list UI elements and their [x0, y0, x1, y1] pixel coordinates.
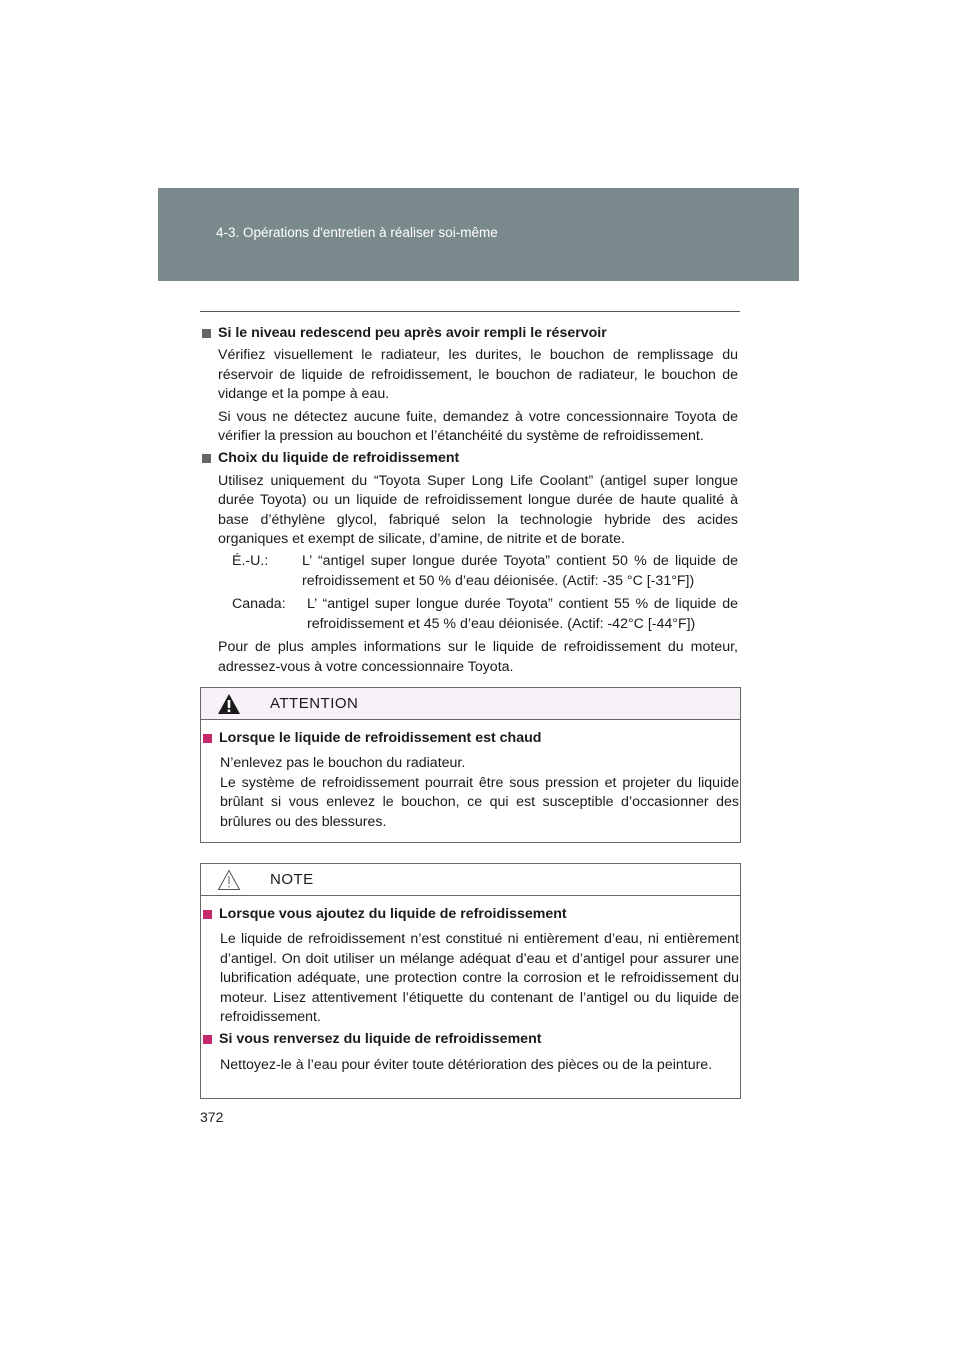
paragraph: Le système de refroidissement pourrait être sous pression et projeter du liquide brûlant si vous enlevez le bouchon, ce qui est susceptible d’occasionner des brûlures ou des blessures. — [220, 774, 739, 830]
spec-label: É.-U.: — [232, 553, 269, 570]
warning-triangle-icon — [217, 693, 241, 715]
note-title: NOTE — [270, 871, 314, 888]
paragraph: Pour de plus amples informations sur le liquide de refroidissement du moteur, adressez-vous à votre concessionnaire Toyota. — [218, 639, 738, 675]
attention-body — [201, 720, 740, 845]
note-box — [200, 863, 741, 1099]
paragraph: Le liquide de refroidissement n’est constitué ni entièrement d’eau, ni entièrement d’antigel. On doit utiliser un mélange adéquat d’eau et d’antigel pour assurer une lubrification adéquate, une protection contre la corrosion et le refroidissement du moteur. Lisez attentivement l’étiquette du contenant de l’antigel ou du liquide de refroidissement. — [220, 931, 739, 1026]
spec-text: L’ “antigel super longue durée Toyota” contient 55 % de liquide de refroidissement et 45 % d’eau déionisée. (Actif: -42°C [-44°F]) — [307, 596, 738, 632]
page-number: 372 — [200, 1109, 224, 1125]
section-heading-coolant-choice: Choix du liquide de refroidissement — [202, 449, 738, 468]
section-title: 4-3. Opérations d'entretien à réaliser soi-même — [216, 225, 498, 240]
section-heading-refill: Si le niveau redescend peu après avoir rempli le réservoir — [202, 324, 738, 343]
top-divider — [200, 311, 740, 312]
bullet-square-icon — [203, 910, 212, 919]
attention-title: ATTENTION — [270, 695, 359, 712]
spec-row-usa — [202, 552, 738, 591]
note-body — [201, 896, 740, 1088]
spec-label: Canada: — [232, 596, 286, 613]
note-heading-adding: Lorsque vous ajoutez du liquide de refroidissement — [203, 905, 739, 924]
bullet-square-icon — [203, 1035, 212, 1044]
bullet-square-icon — [202, 329, 211, 338]
attention-box — [200, 687, 741, 843]
paragraph: N’enlevez pas le bouchon du radiateur. — [220, 755, 466, 772]
paragraph: Si vous ne détectez aucune fuite, demandez à votre concessionnaire Toyota de vérifier la pression au bouchon et l’étanchéité du système de refroidissement. — [218, 408, 738, 445]
spec-text: L’ “antigel super longue durée Toyota” contient 50 % de liquide de refroidissement et 50 % d’eau déionisée. (Actif: -35 °C [-31°F]) — [302, 553, 738, 589]
bullet-square-icon — [202, 454, 211, 463]
spec-row-canada — [202, 595, 738, 634]
attention-header — [201, 688, 740, 720]
paragraph: Utilisez uniquement du “Toyota Super Long Life Coolant” (antigel super longue durée Toyota) ou un liquide de refroidissement longue durée de haute qualité à base d’éthylène glycol, fabriqué selon la technologie hybride des acides organiques et exempt de silicate, d’amine, de nitrite et de borate. — [218, 472, 738, 548]
main-content — [202, 324, 738, 680]
note-header — [201, 864, 740, 896]
bullet-square-icon — [203, 734, 212, 743]
section-header-band — [158, 188, 799, 281]
note-heading-spill: Si vous renversez du liquide de refroidissement — [203, 1030, 739, 1049]
paragraph: Nettoyez-le à l’eau pour éviter toute détérioration des pièces ou de la peinture. — [220, 1056, 713, 1073]
paragraph: Vérifiez visuellement le radiateur, les durites, le bouchon de remplissage du réservoir de liquide de refroidissement, le bouchon de radiateur, le bouchon de vidange et la pompe à eau. — [218, 347, 738, 403]
attention-heading: Lorsque le liquide de refroidissement est chaud — [203, 729, 739, 748]
caution-triangle-icon — [217, 869, 241, 891]
